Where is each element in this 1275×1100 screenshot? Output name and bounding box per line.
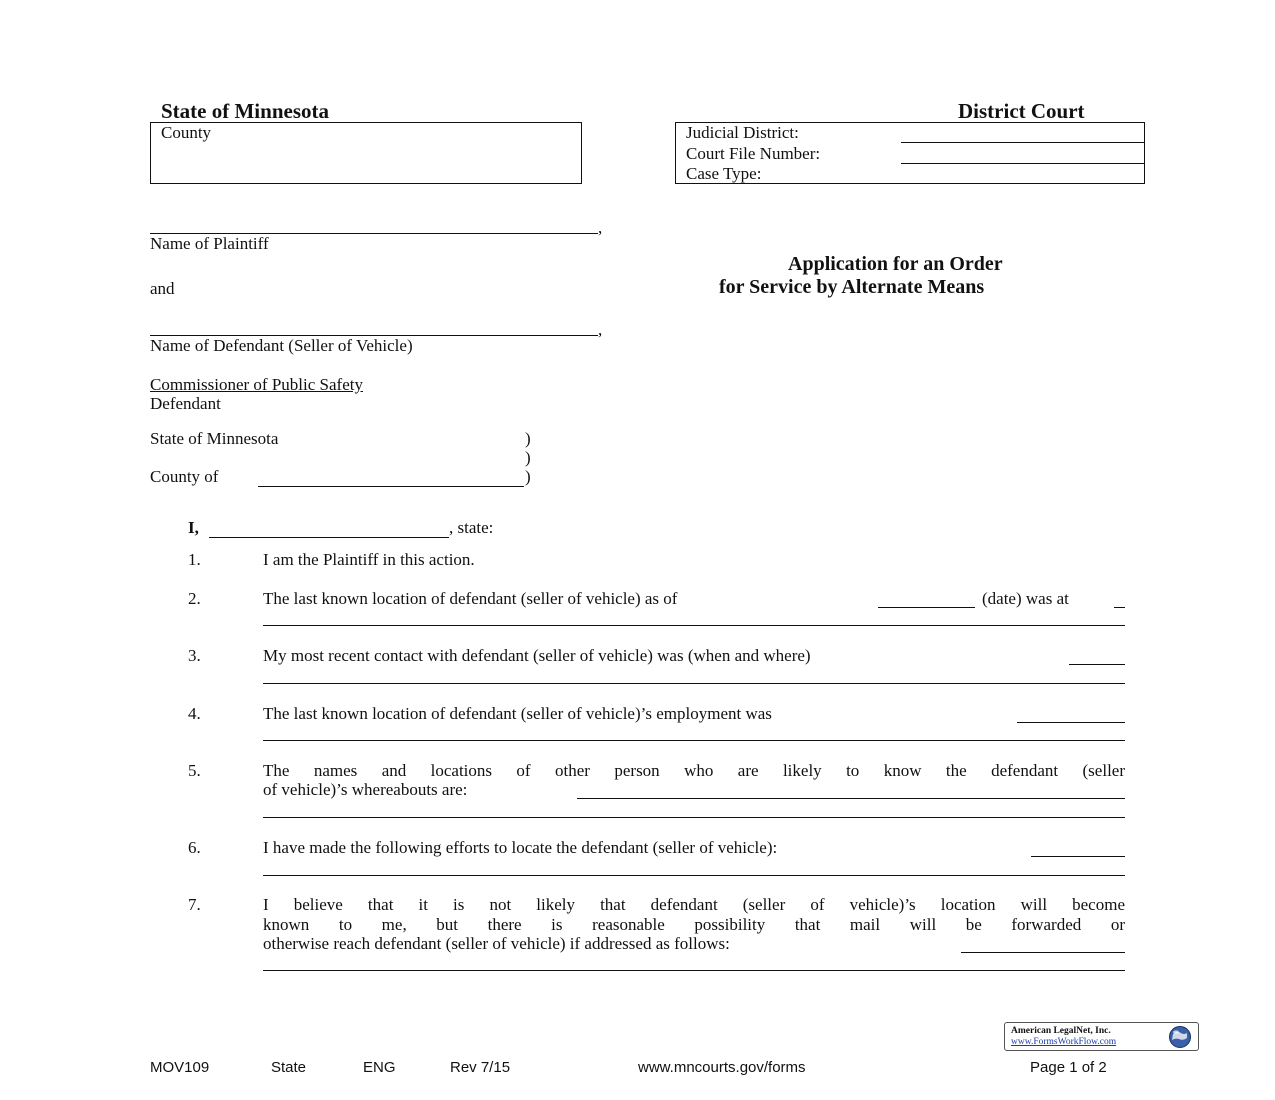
item-4-number: 4. [188, 704, 201, 723]
county-label: County [161, 123, 212, 142]
item-5-line2: of vehicle)’s whereabouts are: [263, 780, 468, 799]
plaintiff-comma: , [598, 218, 603, 237]
affiant-prefix: I, [188, 518, 199, 537]
footer-page-number: Page 1 of 2 [1030, 1059, 1107, 1076]
document-title-line1: Application for an Order [788, 253, 1003, 275]
item-5-field[interactable] [263, 817, 1125, 818]
americanlegalnet-logo[interactable] [1004, 1022, 1199, 1051]
commissioner-role: Defendant [150, 394, 221, 413]
item-2-mid-text: (date) was at [982, 589, 1069, 608]
item-7-line2: known to me, but there is reasonable possibility that mail will be forwarded or [263, 915, 1125, 934]
venue-county-label: County of [150, 467, 219, 486]
item-7-field-start[interactable] [961, 952, 1125, 953]
item-2-date-field[interactable] [878, 607, 975, 608]
item-3-text: My most recent contact with defendant (seller of vehicle) was (when and where) [263, 646, 811, 665]
item-7-field[interactable] [263, 970, 1125, 971]
state-heading: State of Minnesota [161, 99, 329, 123]
item-4-field-start[interactable] [1017, 722, 1125, 723]
item-6-text: I have made the following efforts to locate the defendant (seller of vehicle): [263, 838, 778, 857]
globe-icon [1167, 1025, 1193, 1049]
judicial-district-label: Judicial District: [686, 123, 799, 142]
footer-jurisdiction: State [271, 1059, 307, 1076]
case-type-label: Case Type: [686, 164, 762, 183]
affiant-suffix: , state: [449, 518, 494, 537]
footer-revision: Rev 7/15 [450, 1059, 511, 1076]
item-2-location-field[interactable] [263, 625, 1125, 626]
item-6-field[interactable] [263, 875, 1125, 876]
and-text: and [150, 279, 175, 298]
item-7-line1: I believe that it is not likely that defendant (seller of vehicle)’s location will become [263, 895, 1125, 914]
venue-state: State of Minnesota [150, 429, 279, 448]
item-3-field-start[interactable] [1069, 664, 1125, 665]
court-file-number-field[interactable] [901, 163, 1144, 164]
case-info-box [675, 122, 1145, 184]
footer-language: ENG [363, 1059, 396, 1076]
item-6-field-start[interactable] [1031, 856, 1125, 857]
item-7-number: 7. [188, 895, 201, 914]
item-4-field[interactable] [263, 740, 1125, 741]
defendant-label: Name of Defendant (Seller of Vehicle) [150, 336, 413, 355]
court-heading: District Court [958, 99, 1085, 123]
footer-form-id: MOV109 [150, 1059, 210, 1076]
item-3-number: 3. [188, 646, 201, 665]
judicial-district-field[interactable] [901, 142, 1144, 143]
affiant-name-field[interactable] [209, 537, 449, 538]
document-title-line2: for Service by Alternate Means [719, 276, 985, 298]
item-3-field[interactable] [263, 683, 1125, 684]
item-7-line3: otherwise reach defendant (seller of vehicle) if addressed as follows: [263, 934, 730, 953]
item-2-number: 2. [188, 589, 201, 608]
logo-company: American LegalNet, Inc. [1011, 1026, 1111, 1036]
commissioner-name: Commissioner of Public Safety [150, 375, 363, 394]
venue-county-field[interactable] [258, 486, 524, 487]
item-4-text: The last known location of defendant (seller of vehicle)’s employment was [263, 704, 772, 723]
defendant-comma: , [598, 320, 603, 339]
plaintiff-label: Name of Plaintiff [150, 234, 269, 253]
footer-url[interactable]: www.mncourts.gov/forms [638, 1059, 806, 1076]
item-1-text: I am the Plaintiff in this action. [263, 550, 475, 569]
item-2-text: The last known location of defendant (seller of vehicle) as of [263, 589, 678, 608]
item-6-number: 6. [188, 838, 201, 857]
item-5-field-start[interactable] [577, 798, 1125, 799]
item-1-number: 1. [188, 550, 201, 569]
county-box[interactable] [150, 122, 582, 184]
court-file-number-label: Court File Number: [686, 144, 821, 163]
venue-paren-3: ) [525, 467, 531, 486]
venue-paren-2: ) [525, 448, 531, 467]
venue-paren-1: ) [525, 429, 531, 448]
item-5-number: 5. [188, 761, 201, 780]
item-2-location-field-start[interactable] [1114, 607, 1125, 608]
logo-url[interactable]: www.FormsWorkFlow.com [1011, 1037, 1117, 1047]
item-5-line1: The names and locations of other person who are likely to know the defendant (seller [263, 761, 1125, 780]
